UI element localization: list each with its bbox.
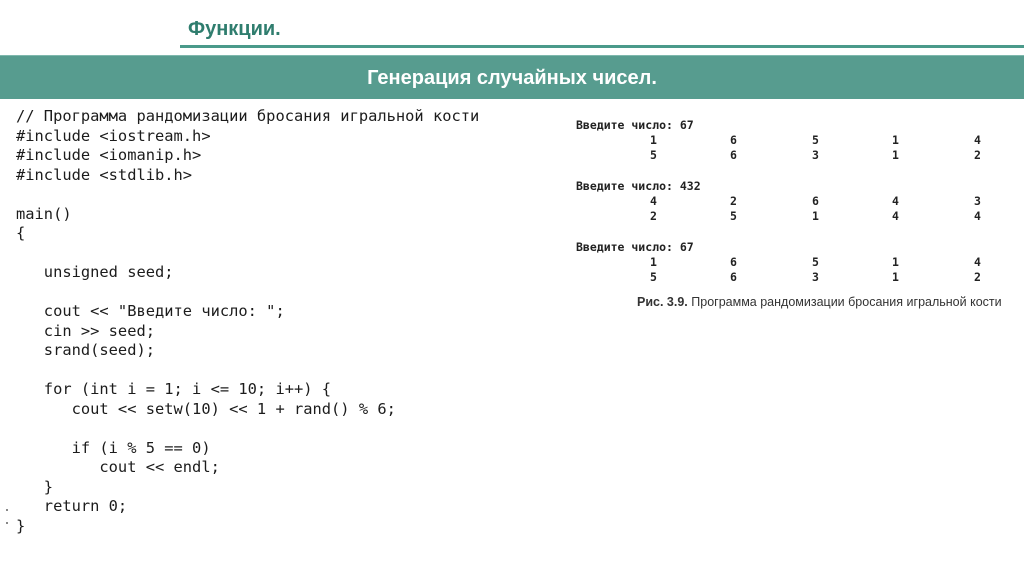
code-line: cout << endl; — [16, 458, 220, 476]
output-value: 6 — [730, 148, 737, 162]
title-underline — [180, 45, 1024, 48]
code-line: if (i % 5 == 0) — [16, 438, 211, 457]
output-value: 2 — [730, 194, 737, 208]
code-line — [16, 244, 479, 264]
output-row — [576, 209, 981, 224]
output-value: 2 — [974, 148, 981, 162]
output-run — [576, 118, 981, 163]
code-line — [16, 283, 479, 303]
code-line: } — [16, 516, 26, 535]
output-row — [576, 133, 981, 148]
code-line: main() — [16, 204, 72, 223]
output-run — [576, 179, 981, 224]
output-value: 1 — [812, 209, 819, 223]
output-value: 4 — [974, 133, 981, 147]
code-line: } — [16, 477, 54, 496]
code-line: #include <iomanip.h> — [16, 146, 202, 164]
output-prompt: Введите число: 432 — [576, 179, 701, 193]
output-value: 4 — [974, 209, 981, 223]
output-value: 5 — [730, 209, 737, 223]
code-line — [16, 419, 479, 439]
output-value: 6 — [730, 270, 737, 284]
code-line: cout << setw(10) << 1 + rand() % 6; — [16, 399, 396, 418]
output-value: 6 — [730, 133, 737, 147]
output-prompt: Введите число: 67 — [576, 118, 694, 132]
output-value: 5 — [812, 255, 819, 269]
output-value: 3 — [812, 148, 819, 162]
output-row — [576, 270, 981, 285]
output-value: 2 — [974, 270, 981, 284]
figure-caption — [637, 295, 1002, 309]
output-value: 1 — [650, 255, 657, 269]
subtitle-banner — [0, 55, 1024, 99]
figure-caption-text: Программа рандомизации бросания игральной кости — [691, 295, 1002, 309]
output-value: 3 — [974, 194, 981, 208]
slide-subtitle: Генерация случайных чисел. — [367, 67, 657, 89]
output-value: 6 — [812, 194, 819, 208]
output-value: 2 — [650, 209, 657, 223]
code-line: #include <iostream.h> — [16, 126, 211, 145]
output-row — [576, 194, 981, 209]
output-value: 1 — [892, 148, 899, 162]
slide-title: Функции. — [188, 18, 281, 40]
code-line: unsigned seed; — [16, 263, 174, 281]
output-value: 3 — [812, 270, 819, 284]
scan-artifact-mark — [6, 522, 8, 524]
code-line: srand(seed); — [16, 341, 155, 359]
output-value: 4 — [892, 194, 899, 208]
output-value: 4 — [892, 209, 899, 223]
output-value: 5 — [650, 148, 657, 162]
output-value: 4 — [974, 255, 981, 269]
output-value: 1 — [650, 133, 657, 147]
code-line: cout << "Введите число: "; — [16, 302, 285, 320]
code-line: cin >> seed; — [16, 321, 155, 340]
output-row — [576, 148, 981, 163]
output-value: 1 — [892, 133, 899, 147]
figure-caption-label: Рис. 3.9. — [637, 295, 688, 309]
output-prompt: Введите число: 67 — [576, 240, 694, 254]
output-run — [576, 240, 981, 285]
output-row — [576, 255, 981, 270]
code-line — [16, 185, 479, 205]
output-value: 1 — [892, 255, 899, 269]
code-listing — [16, 107, 479, 536]
output-value: 5 — [650, 270, 657, 284]
output-value: 6 — [730, 255, 737, 269]
code-line: { — [16, 224, 26, 242]
code-line: #include <stdlib.h> — [16, 165, 193, 184]
code-line — [16, 361, 479, 381]
code-line: // Программа рандомизации бросания игральной кости — [16, 107, 480, 125]
code-line: return 0; — [16, 497, 128, 515]
code-line: for (int i = 1; i <= 10; i++) { — [16, 380, 332, 398]
output-value: 4 — [650, 194, 657, 208]
output-value: 5 — [812, 133, 819, 147]
program-output — [576, 118, 981, 301]
scan-artifact-mark — [6, 509, 8, 511]
output-value: 1 — [892, 270, 899, 284]
